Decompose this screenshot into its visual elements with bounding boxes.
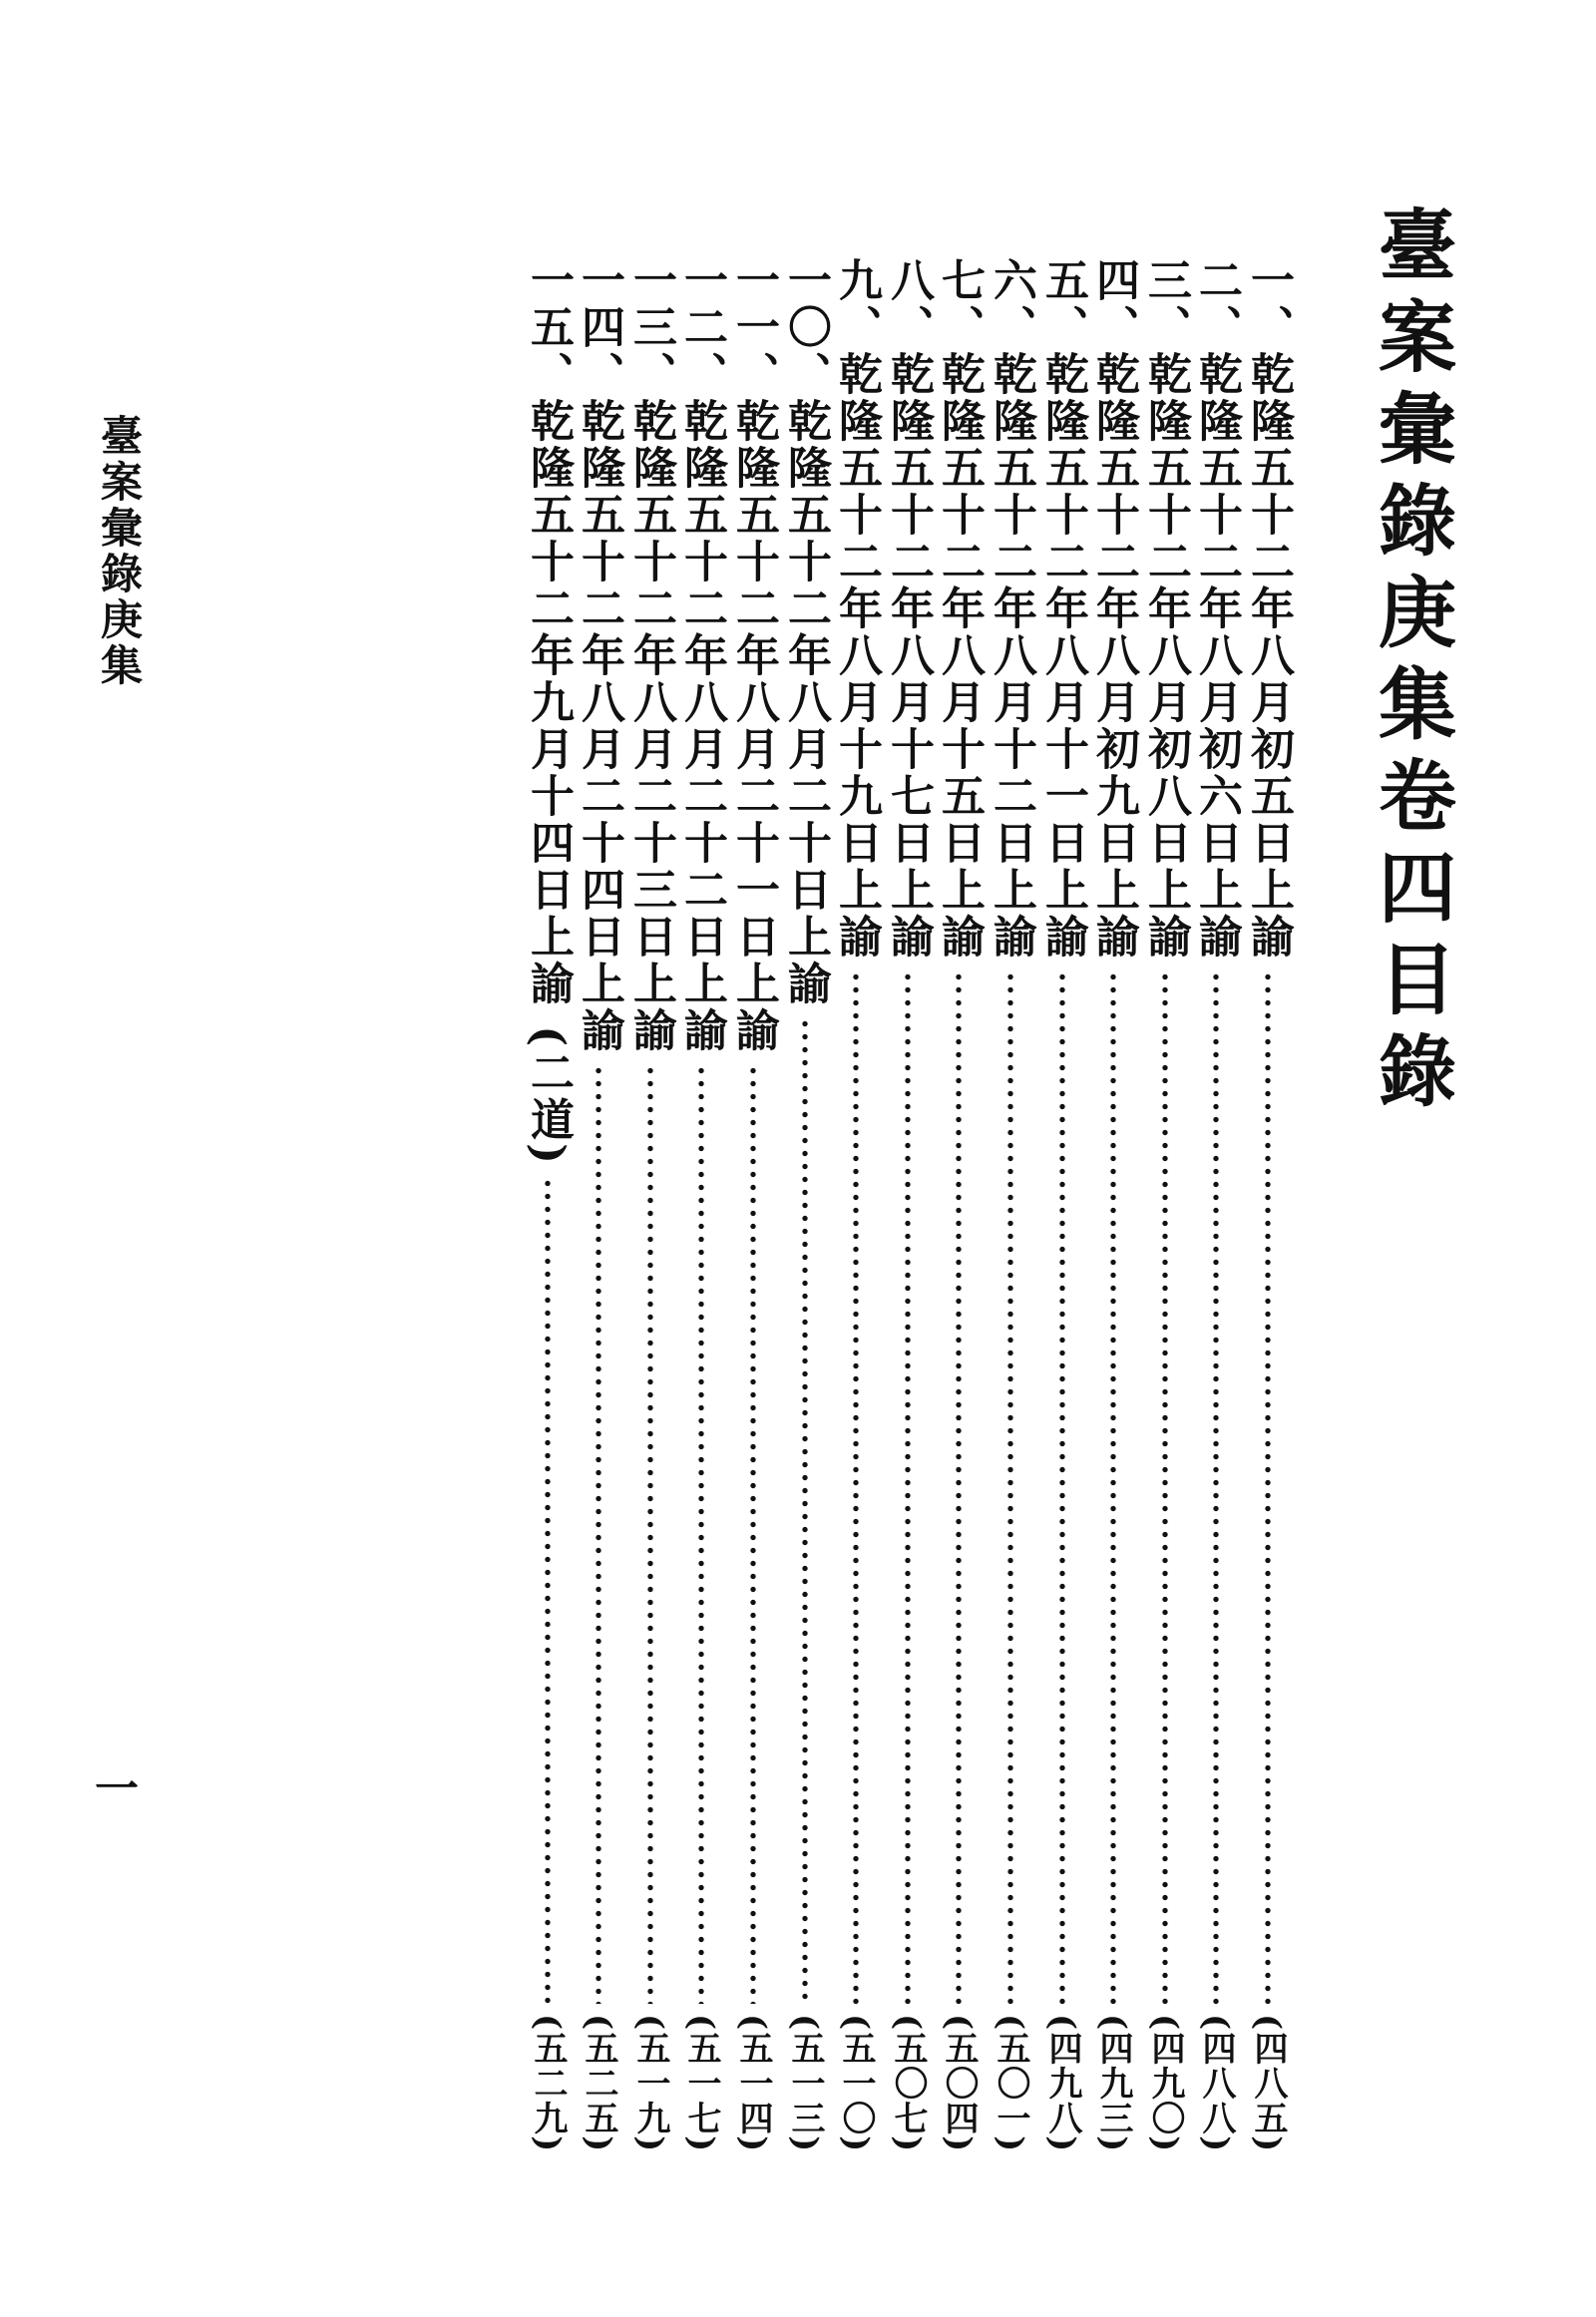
page-title: 臺案彙錄庚集卷四目錄 <box>1366 204 1456 1122</box>
toc-entry-page: (五一〇) <box>836 2013 876 2152</box>
dot-leader <box>1161 970 1169 2004</box>
dot-leader <box>749 1064 757 2004</box>
toc-entry-page: (五一四) <box>733 2013 773 2152</box>
dot-leader <box>1212 970 1220 2004</box>
toc-entry-title-text: 乾隆五十二年八月十二日上諭 <box>986 351 1036 961</box>
toc-entry-title <box>676 257 727 1054</box>
toc-entry-title-text: 乾隆五十二年八月十一日上諭 <box>1037 351 1088 961</box>
toc-entry <box>882 257 934 2152</box>
dot-leader <box>697 1064 705 2004</box>
toc-entry-title-text: 乾隆五十二年九月十四日上諭 (二道) <box>523 398 574 1167</box>
toc-entry-title <box>780 257 831 1007</box>
dot-leader <box>801 1017 809 2004</box>
toc-entry-page: (五二九) <box>528 2013 568 2152</box>
folio-number: 一 <box>87 1765 138 1809</box>
toc-entry-number: 一二、 <box>676 257 727 398</box>
toc-entry-title <box>625 257 676 1054</box>
toc-entry-number: 三、 <box>1140 257 1191 351</box>
toc-entry-page: (五〇七) <box>888 2013 928 2152</box>
toc-entry-title <box>1088 257 1139 961</box>
toc-entry-number: 五、 <box>1037 257 1088 351</box>
toc-entry-number: 九、 <box>831 257 882 351</box>
toc-entry-page: (四八五) <box>1248 2013 1288 2152</box>
running-title: 臺案彙錄庚集 <box>95 414 144 689</box>
toc-entry-title-text: 乾隆五十二年八月初六日上諭 <box>1191 351 1242 961</box>
toc-entry-title-text: 乾隆五十二年八月初九日上諭 <box>1088 351 1139 961</box>
toc-entry-page: (五〇四) <box>939 2013 979 2152</box>
toc-entry-page: (五一七) <box>681 2013 721 2152</box>
toc-entry-number: 一四、 <box>574 257 624 398</box>
dot-leader <box>955 970 963 2004</box>
toc-entry <box>1087 257 1139 2152</box>
toc-entry-page: (四九八) <box>1042 2013 1082 2152</box>
toc-entry-page: (四八八) <box>1196 2013 1236 2152</box>
toc-entry-number: 八、 <box>883 257 934 351</box>
toc-entry-title-text: 乾隆五十二年八月二十二日上諭 <box>676 398 727 1054</box>
toc-entry-title <box>1037 257 1088 961</box>
toc-entry-title <box>1191 257 1242 961</box>
toc-entry-title <box>934 257 985 961</box>
toc-entry-page: (四九三) <box>1093 2013 1133 2152</box>
toc-entry-page: (五〇一) <box>991 2013 1030 2152</box>
toc-entry-title <box>986 257 1036 961</box>
toc-entry-number: 一一、 <box>728 257 779 398</box>
toc-entry-title-text: 乾隆五十二年八月二十日上諭 <box>780 398 831 1007</box>
toc-entry-number: 六、 <box>986 257 1036 351</box>
toc-entry-title <box>728 257 779 1054</box>
dot-leader <box>1058 970 1066 2004</box>
toc-entry-title-text: 乾隆五十二年八月二十三日上諭 <box>625 398 676 1054</box>
toc-entry-title-text: 乾隆五十二年八月初五日上諭 <box>1243 351 1294 961</box>
toc-entry-number: 四、 <box>1088 257 1139 351</box>
dot-leader <box>1109 970 1117 2004</box>
toc-entry <box>1242 257 1294 2152</box>
toc-entry-number: 一五、 <box>523 257 574 398</box>
toc-entry <box>727 257 779 2152</box>
toc-entry-title <box>883 257 934 961</box>
dot-leader <box>1264 970 1272 2004</box>
toc-entry <box>985 257 1036 2152</box>
dot-leader <box>904 970 912 2004</box>
toc-entry <box>830 257 882 2152</box>
dot-leader <box>544 1177 552 2004</box>
dot-leader <box>595 1064 602 2004</box>
toc-entry-title <box>523 257 574 1167</box>
toc-entry-number: 一〇、 <box>780 257 831 398</box>
toc-entry-title-text: 乾隆五十二年八月十五日上諭 <box>934 351 985 961</box>
dot-leader <box>852 970 860 2004</box>
toc-entry-title-text: 乾隆五十二年八月二十四日上諭 <box>574 398 624 1054</box>
toc-entry <box>624 257 676 2152</box>
toc-entry-page: (五一三) <box>785 2013 825 2152</box>
toc-entry-number: 七、 <box>934 257 985 351</box>
toc-entry-title-text: 乾隆五十二年八月初八日上諭 <box>1140 351 1191 961</box>
toc-entry <box>1036 257 1088 2152</box>
toc-entry-number: 一三、 <box>625 257 676 398</box>
toc-entry <box>675 257 727 2152</box>
toc-entry-number: 二、 <box>1191 257 1242 351</box>
toc-entry-title-text: 乾隆五十二年八月十七日上諭 <box>883 351 934 961</box>
toc-entry-title <box>1140 257 1191 961</box>
toc-entry-title <box>574 257 624 1054</box>
toc-entry <box>779 257 831 2152</box>
toc-entry <box>1139 257 1191 2152</box>
toc-entry-title-text: 乾隆五十二年八月二十一日上諭 <box>728 398 779 1054</box>
toc-entry-page: (四九〇) <box>1145 2013 1185 2152</box>
toc-entry-title-text: 乾隆五十二年八月十九日上諭 <box>831 351 882 961</box>
toc-entry-page: (五二五) <box>579 2013 618 2152</box>
dot-leader <box>646 1064 654 2004</box>
toc-entry-title <box>831 257 882 961</box>
toc-entry <box>522 257 574 2152</box>
toc-entry <box>573 257 624 2152</box>
toc-entry <box>933 257 985 2152</box>
toc-entry-title <box>1243 257 1294 961</box>
dot-leader <box>1006 970 1014 2004</box>
toc-entry-page: (五一九) <box>630 2013 670 2152</box>
toc-entry <box>1190 257 1242 2152</box>
toc-entry-number: 一、 <box>1243 257 1294 351</box>
